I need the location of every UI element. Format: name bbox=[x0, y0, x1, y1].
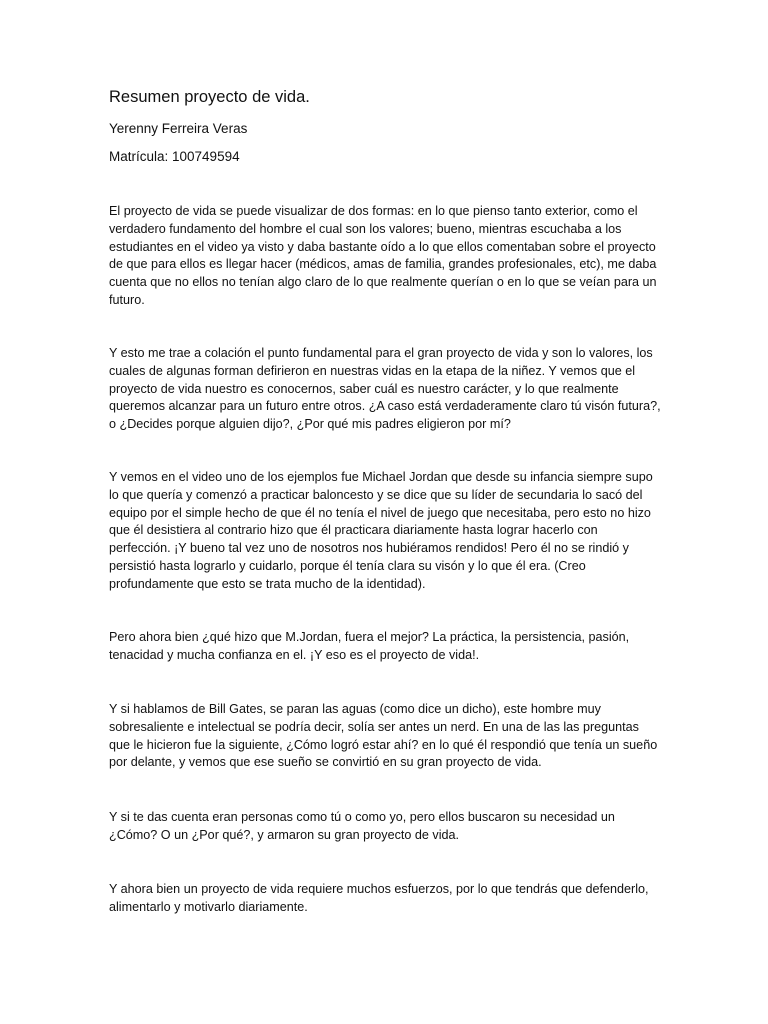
paragraph: Y si te das cuenta eran personas como tú o como yo, pero ellos buscaron su necesidad un ¿Cómo? O un ¿Por qué?, y armaron su gran proyecto de vida. bbox=[109, 810, 615, 842]
author-name: Yerenny Ferreira Veras bbox=[109, 121, 248, 136]
paragraph: Pero ahora bien ¿qué hizo que M.Jordan, fuera el mejor? La práctica, la persistencia, pasión, tenacidad y mucha confianza en el. ¡Y eso es el proyecto de vida!. bbox=[109, 630, 630, 662]
paragraph: El proyecto de vida se puede visualizar de dos formas: en lo que pienso tanto exterior, como el verdadero fundamento del hombre el cual son los valores; bueno, mientras escuchaba a los estudiantes en el video ya visto y daba bastante oído a lo que ellos comentaban sobre el proyecto de que para ellos es llegar hacer (médicos, amas de familia, grandes profesionales, etc), me daba cuenta que no ellos no tenían algo claro de lo que realmente querían o en lo que se veían para un futuro. bbox=[109, 204, 657, 307]
document-title: Resumen proyecto de vida. bbox=[109, 88, 310, 106]
paragraph: Y vemos en el video uno de los ejemplos fue Michael Jordan que desde su infancia siempre supo lo que quería y comenzó a practicar baloncesto y se dice que su líder de secundaria lo sacó del equipo por el simple hecho de que él no tenía el nivel de juego que necesitaba, pero esto no hizo que él desistiera al contrario hizo que él practicara diariamente hasta lograr hacerlo con perfección. ¡Y bueno tal vez uno de nosotros nos hubiéramos rendidos! Pero él no se rindió y persistió hasta lograrlo y cuidarlo, porque él tenía clara su visón y lo que él era. (Creo profundamente que esto se trata mucho de la identidad). bbox=[109, 470, 653, 591]
paragraph: Y ahora bien un proyecto de vida requiere muchos esfuerzos, por lo que tendrás que defenderlo, alimentarlo y motivarlo diariamente. bbox=[109, 882, 649, 914]
paragraph: Y esto me trae a colación el punto fundamental para el gran proyecto de vida y son lo valores, los cuales de algunas forman defirieron en nuestras vidas en la etapa de la niñez. Y vemos que el proyecto de vida nuestro es conocernos, saber cuál es nuestro carácter, y lo que realmente queremos alcanzar para un futuro entre otros. ¿A caso está verdaderamente claro tú visón futura?, o ¿Decides porque alguien dijo?, ¿Por qué mis padres eligieron por mí? bbox=[109, 346, 661, 432]
paragraph: Y si hablamos de Bill Gates, se paran las aguas (como dice un dicho), este hombre muy sobresaliente e intelectual se podría decir, solía ser antes un nerd. En una de las las preguntas que le hicieron fue la siguiente, ¿Cómo logró estar ahí? en lo qué él respondió que tenía un sueño por delante, y vemos que ese sueño se convirtió en su gran proyecto de vida. bbox=[109, 702, 658, 770]
student-id: Matrícula: 100749594 bbox=[109, 149, 240, 164]
